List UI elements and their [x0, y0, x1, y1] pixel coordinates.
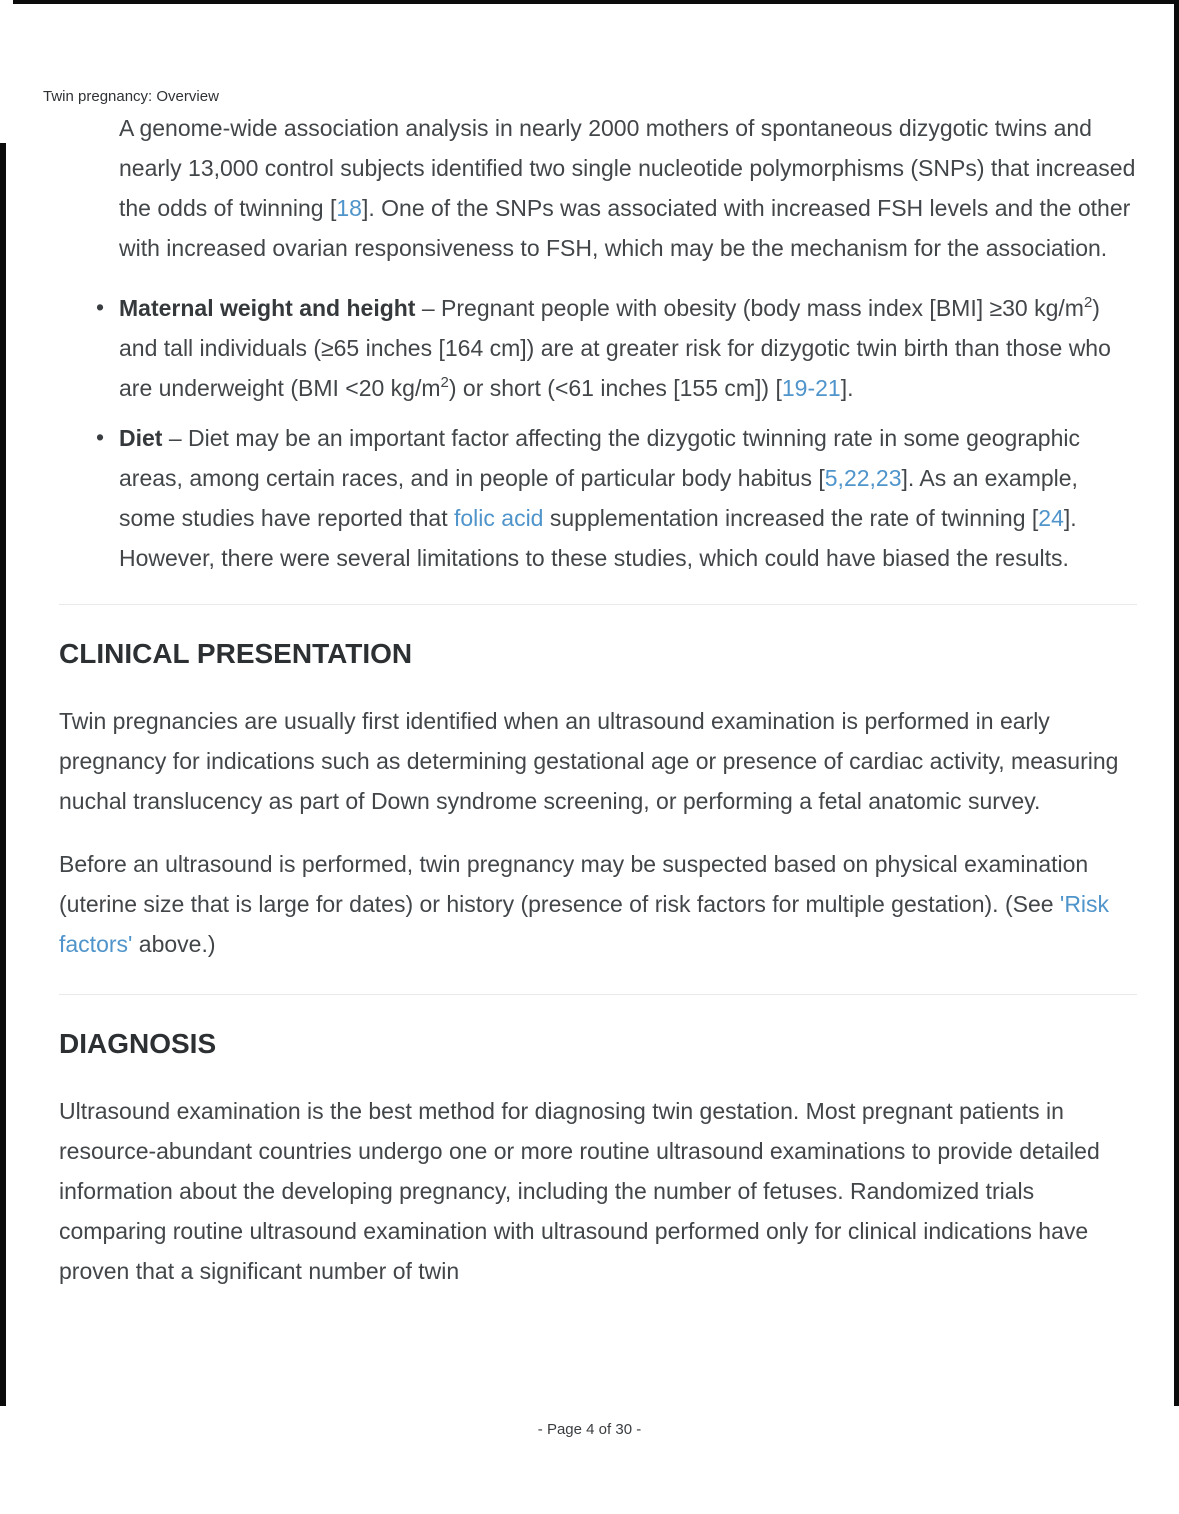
- bullet-text: ) and tall individuals (≥65 inches [164 cm]) are at greater risk for dizygotic twin birth than those who are underweight (BMI <20 kg/m: [119, 295, 1111, 401]
- reference-link-19-21[interactable]: 19-21: [781, 375, 841, 401]
- bullet-text: ) or short (<61 inches [155 cm]) [: [448, 375, 782, 401]
- frame-top-edge: [13, 0, 1179, 4]
- superscript-2: 2: [440, 374, 449, 391]
- paragraph-text: above.): [132, 931, 216, 957]
- paragraph-text: A genome-wide association analysis in nearly 2000 mothers of spontaneous dizygotic twins and nearly 13,000 control subjects identified two single nucleotide polymorphisms (SNPs) that increased the odds of twinning [: [119, 115, 1136, 221]
- paragraph-text: Twin pregnancies are usually first identified when an ultrasound examination is performed in early pregnancy for indications such as determining gestational age or presence of cardiac activity, measuring nuchal translucency as part of Down syndrome screening, or performing a fetal anatomic survey.: [59, 708, 1119, 814]
- bullet-text: – Diet may be an important factor affecting the dizygotic twinning rate in some geographic areas, among certain races, and in people of particular body habitus [: [119, 425, 1080, 491]
- bullet-lead-bold: Diet: [119, 425, 163, 451]
- folic-acid-link[interactable]: folic acid: [453, 505, 544, 531]
- bullet-diet: [59, 418, 1137, 578]
- section-divider: [59, 994, 1137, 995]
- reference-link-5-22-23[interactable]: 5,22,23: [824, 465, 902, 491]
- bullet-marker: •: [96, 424, 105, 450]
- document-body: [59, 108, 1137, 1314]
- paragraph-text: Ultrasound examination is the best method for diagnosing twin gestation. Most pregnant patients in resource-abundant countries undergo one or more routine ultrasound examinations to provide detailed information about the developing pregnancy, including the number of fetuses. Randomized trials comparing routine ultrasound examination with ultrasound performed only for clinical indications have proven that a significant number of twin: [59, 1098, 1100, 1284]
- risk-factors-anchor-link[interactable]: 'Risk factors': [59, 891, 1110, 957]
- paragraph-text: Before an ultrasound is performed, twin pregnancy may be suspected based on physical examination (uterine size that is large for dates) or history (presence of risk factors for multiple gestation). (See: [59, 851, 1089, 917]
- bullet-text: – Pregnant people with obesity (body mass index [BMI] ≥30 kg/m: [415, 295, 1084, 321]
- reference-link-24[interactable]: 24: [1038, 505, 1064, 531]
- section-divider: [59, 604, 1137, 605]
- page-number-footer: - Page 4 of 30 -: [537, 1421, 642, 1438]
- superscript-2: 2: [1083, 294, 1093, 311]
- frame-right-edge: [1174, 3, 1179, 1406]
- bullet-marker: •: [96, 294, 105, 320]
- paragraph-diagnosis-1: [59, 1091, 1137, 1291]
- bullet-maternal-weight-height: [59, 288, 1137, 408]
- bullet-text: supplementation increased the rate of twinning [: [543, 505, 1039, 531]
- bullet-text: ]. As an example, some studies have reported that: [119, 465, 1078, 531]
- bullet-text: ].: [840, 375, 854, 401]
- reference-link-18[interactable]: 18: [336, 195, 362, 221]
- paragraph-genome-wide: [59, 108, 1137, 268]
- document-running-header: Twin pregnancy: Overview: [43, 88, 219, 105]
- paragraph-clinical-1: [59, 701, 1137, 821]
- paragraph-clinical-2: [59, 844, 1137, 964]
- bullet-lead-bold: Maternal weight and height: [119, 295, 416, 321]
- frame-left-edge: [0, 143, 6, 1406]
- section-heading-clinical-presentation: CLINICAL PRESENTATION: [59, 638, 413, 669]
- section-heading-diagnosis: DIAGNOSIS: [59, 1028, 217, 1059]
- paragraph-text: ]. One of the SNPs was associated with increased FSH levels and the other with increased ovarian responsiveness to FSH, which may be the mechanism for the association.: [119, 195, 1131, 261]
- bullet-text: ]. However, there were several limitations to these studies, which could have biased the results.: [119, 505, 1077, 571]
